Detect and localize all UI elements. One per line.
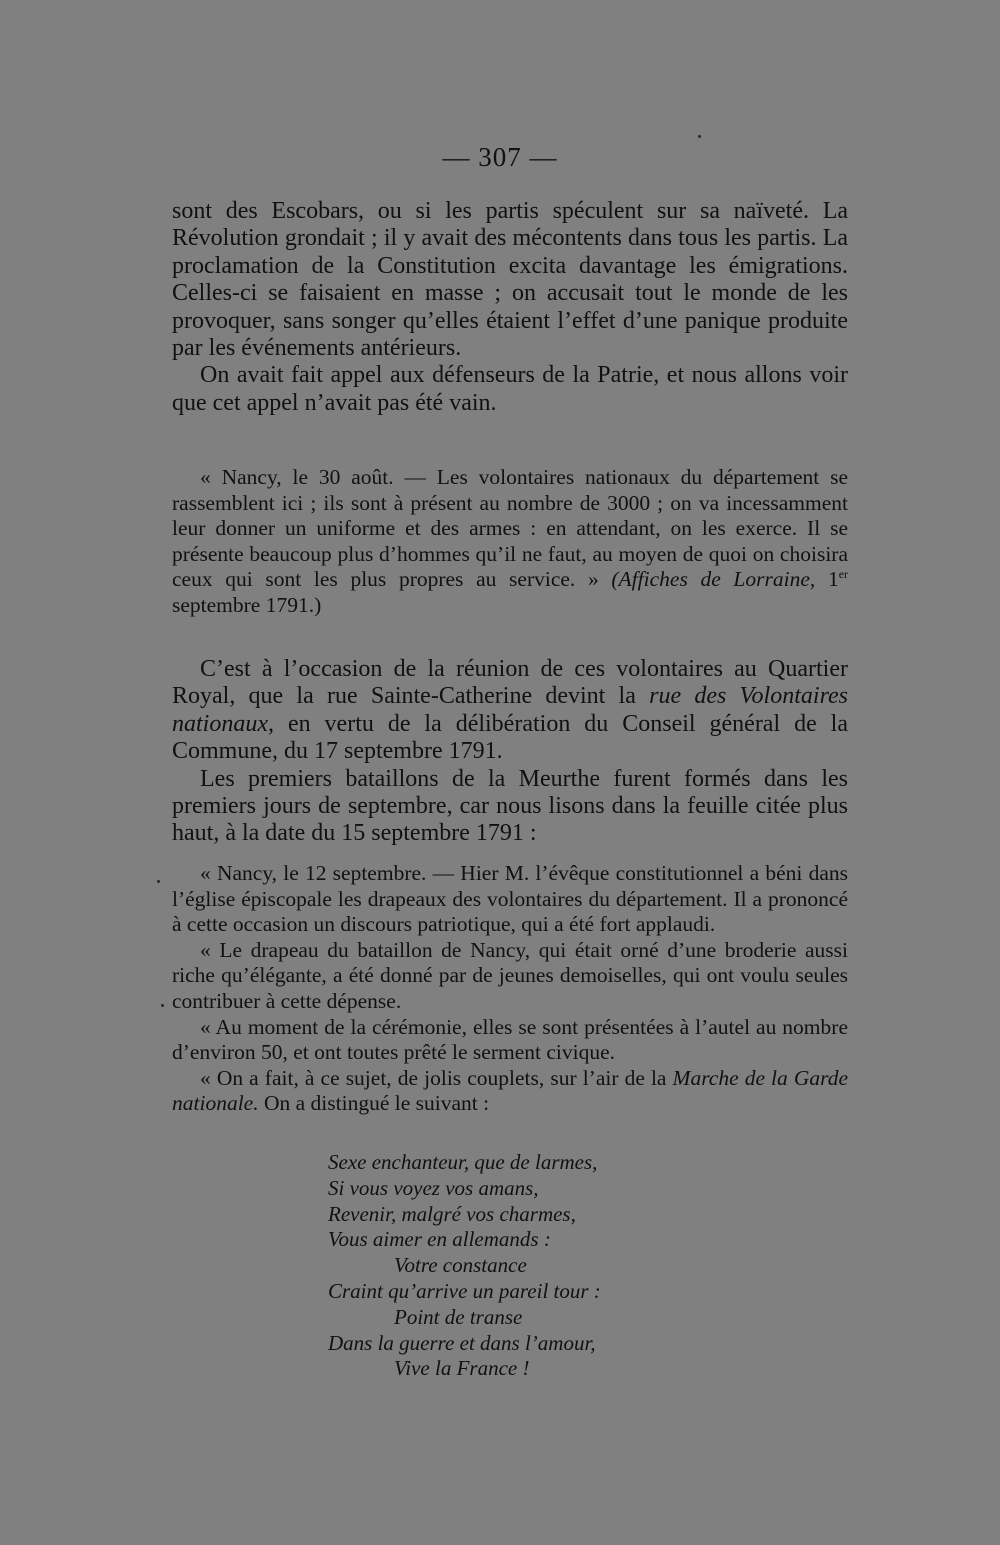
quote-eveque: « Nancy, le 12 septembre. — Hier M. l’évêque constitutionnel a béni dans l’église épiscopale les drapeaux des volontaires du département. Il a prononcé à cette occasion un discours patriotique, qui a été fort applaudi.: [172, 861, 848, 937]
poem-line: Vive la France !: [394, 1356, 530, 1381]
paragraph-volontaires-start: C’est à l’occasion de la réunion de ces volontaires au Quartier Royal, que la rue Sainte-Catherine devint la: [172, 656, 848, 710]
quote-couplets-end: On a distingué le suivant :: [263, 1091, 490, 1116]
main-text: [172, 198, 848, 417]
scan-speck: [698, 135, 701, 138]
quote-couplets-start: « On a fait, à ce sujet, de jolis couplets, sur l’air de la: [200, 1065, 667, 1090]
paragraph-appel: On avait fait appel aux défenseurs de la Patrie, et nous allons voir que cet appel n’avait pas été vain.: [172, 362, 848, 416]
quote-nancy-12-septembre: [172, 861, 848, 1117]
poem-line: Sexe enchanteur, que de larmes,: [328, 1150, 598, 1174]
scan-speck: [157, 880, 160, 883]
poem-line: Revenir, malgré vos charmes,: [328, 1201, 576, 1226]
poem-line: Votre constance: [394, 1253, 527, 1278]
page-number: — 307 —: [442, 142, 558, 172]
scan-speck: [161, 1004, 164, 1007]
poem-line: Dans la guerre et dans l’amour,: [328, 1330, 596, 1355]
poem: [328, 1150, 688, 1382]
poem-line: Point de transe: [394, 1304, 523, 1329]
poem-line: Vous aimer en allemands :: [328, 1227, 551, 1252]
quote-source: (Affiches de Lorraine,: [611, 567, 816, 592]
quote-source-ordinal: 1: [827, 567, 839, 592]
quote-couplets: [172, 1066, 848, 1117]
paragraph-volontaires-end: en vertu de la délibération du Conseil général de la Commune, du 17 septembre 1791.: [172, 710, 849, 765]
quote-source-date: septembre 1791.): [172, 592, 322, 617]
paragraph-bataillons: Les premiers bataillons de la Meurthe furent formés dans les premiers jours de septembre, car nous lisons dans la feuille citée plus haut, à la date du 15 septembre 1791 :: [172, 765, 848, 847]
quote-ceremonie: « Au moment de la cérémonie, elles se sont présentées à l’autel au nombre d’environ 50, et ont toutes prêté le serment civique.: [172, 1014, 848, 1065]
paragraph-volontaires: [172, 656, 848, 766]
paragraph-escobars: sont des Escobars, ou si les partis spéculent sur sa naïveté. La Révolution grondait ; il y avait des mécontents dans tous les partis. La proclamation de la Constitution excita davantage les émigrations. Celles-ci se faisaient en masse ; on accusait tout le monde de les provoquer, sans songer qu’elles étaient l’effet d’une panique produite par les événements antérieurs.: [172, 198, 848, 362]
song-title: Marche de la Garde nationale.: [172, 1065, 848, 1116]
street-name: rue des Volontaires nationaux,: [172, 683, 849, 737]
quote-drapeau: « Le drapeau du bataillon de Nancy, qui était orné d’une broderie aussi riche qu’élégante, a été donné par de jeunes demoiselles, qui ont voulu seules contribuer à cette dépense.: [172, 937, 848, 1013]
quote-paragraph: [172, 465, 848, 619]
quote-nancy-30-aout: [172, 465, 848, 619]
poem-line: Craint qu’arrive un pareil tour :: [328, 1278, 601, 1303]
poem-line: Si vous voyez vos amans,: [328, 1175, 539, 1200]
quote-source-superscript: er: [838, 567, 849, 582]
quote-text: « Nancy, le 30 août. — Les volontaires nationaux du département se rassemblent ici ; ils sont à présent au nombre de 3000 ; on va incessamment leur donner un uniforme et des armes : en attendant, on les exerce. Il se présente beaucoup plus d’hommes qu’il ne faut, au moyen de quoi on choisira ceux qui sont les plus propres au service. »: [172, 465, 848, 592]
main-text-2: [172, 656, 848, 848]
